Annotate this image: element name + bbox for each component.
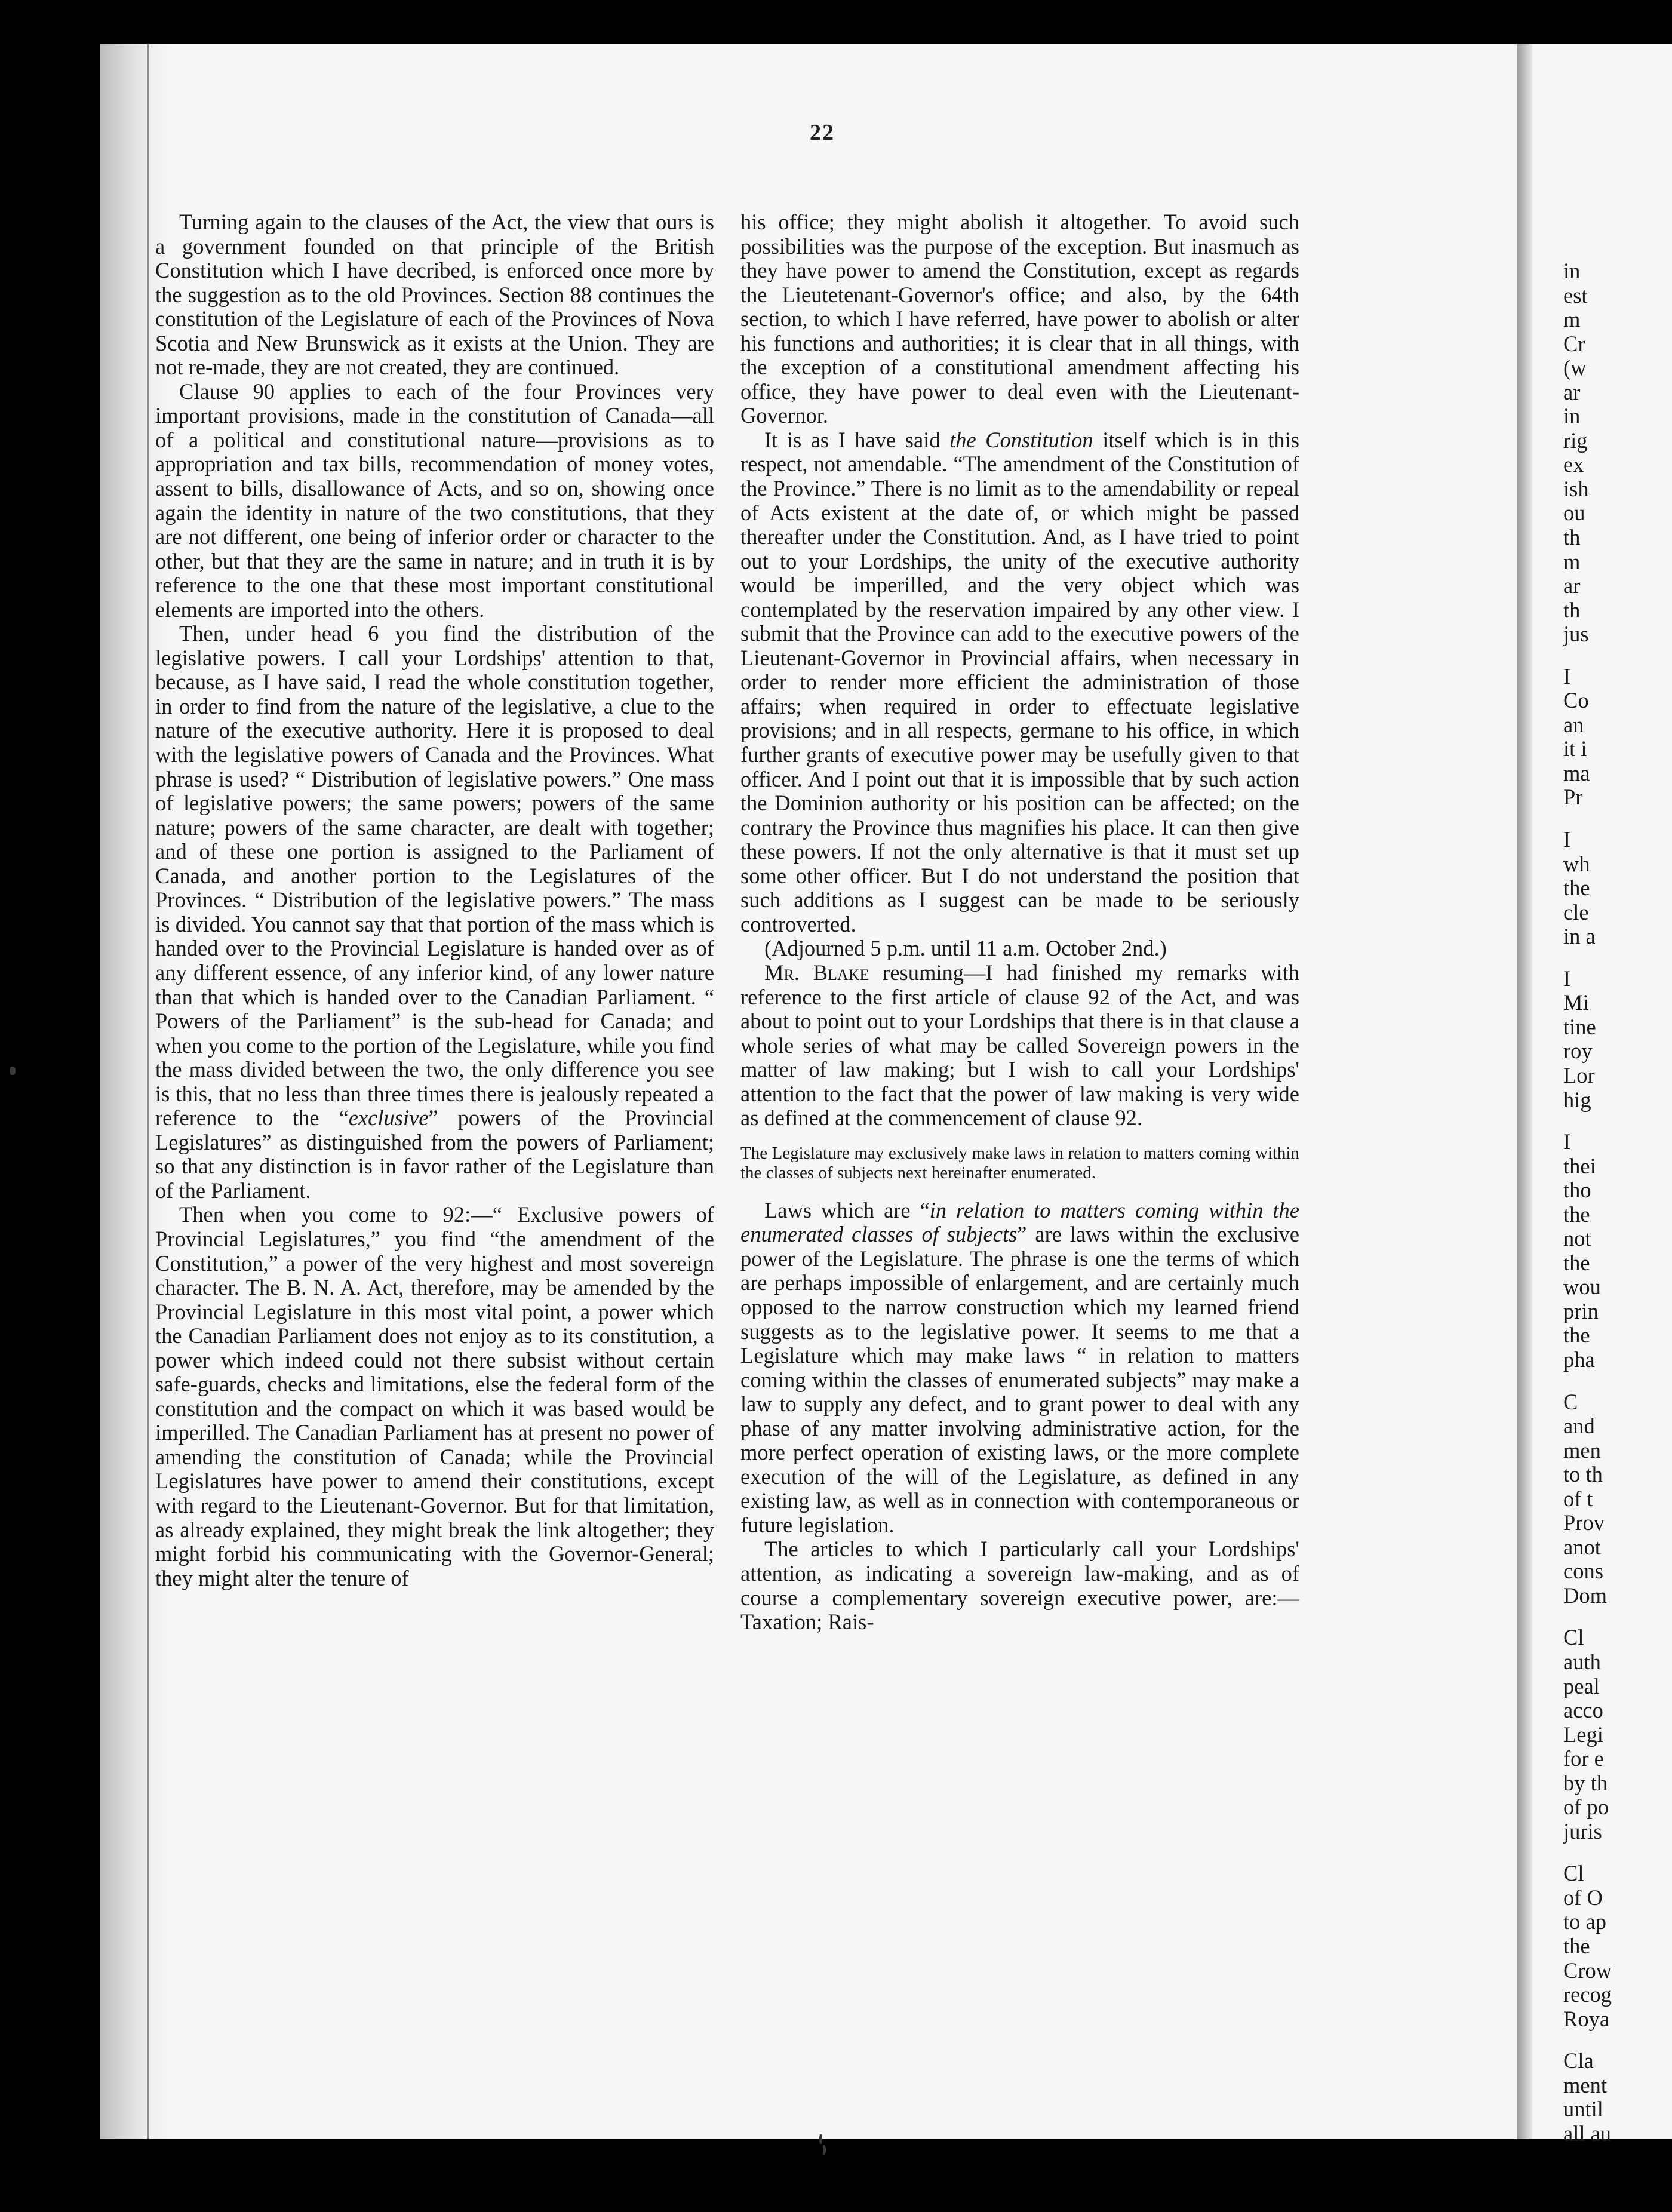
adjacent-page-line: rig bbox=[1563, 428, 1588, 453]
adjacent-page-line: prin bbox=[1563, 1298, 1599, 1323]
adjacent-page-line: ex bbox=[1563, 452, 1584, 477]
speaker-name: Mr. Blake bbox=[764, 960, 869, 985]
adjacent-page-line: Cla bbox=[1563, 2048, 1594, 2073]
adjacent-page-line: the bbox=[1563, 1250, 1590, 1275]
adjacent-page-line: cons bbox=[1563, 1559, 1603, 1584]
adjacent-page-line: Prov bbox=[1563, 1510, 1605, 1535]
text-run: It is as I have said bbox=[764, 427, 950, 452]
binding-edge bbox=[147, 44, 149, 2139]
adjacent-page-line: ish bbox=[1563, 476, 1589, 501]
adjacent-page-line: the bbox=[1563, 1202, 1590, 1227]
adjacent-page-line: to th bbox=[1563, 1462, 1603, 1487]
adjacent-page-line: and bbox=[1563, 1414, 1595, 1439]
adjacent-page-gap bbox=[1563, 1844, 1672, 1861]
adjacent-page-gap bbox=[1563, 1372, 1672, 1390]
adjournment-note: (Adjourned 5 p.m. until 11 a.m. October 2nd.) bbox=[764, 936, 1167, 961]
adjacent-page-line: the bbox=[1563, 875, 1590, 901]
adjacent-page-line: anot bbox=[1563, 1534, 1601, 1559]
adjacent-page-line: an bbox=[1563, 712, 1584, 737]
adjacent-page-line: pha bbox=[1563, 1347, 1595, 1372]
adjacent-page-line: peal bbox=[1563, 1673, 1600, 1698]
text-run: ” powers of the Provincial Legislatures” as distinguished from the powers of Parliament; so that any distinction is in favor rather of the Legislature than of the Parliament. bbox=[155, 1105, 714, 1203]
paragraph: Turning again to the clauses of the Act, the view that ours is a government founded on that principle of the British Constitution which I have decribed, is enforced once more by the suggestion as to the old Provinces. Section 88 continues the constitution of the Legislature of each of the Provinces of Nova Scotia and New Brunswick as it exists at the Union. They are not re-made, they are not created, they are continued. bbox=[155, 210, 714, 380]
adjacent-page-line: acco bbox=[1563, 1698, 1603, 1723]
text-run: resuming—I had finished my remarks with reference to the first article of clause 92 of the Act, and was about to point out to your Lordships that there is in that clause a whole series of what may be called Sovereign powers in the matter of law making; but I wish to call your Lordships' attention to the fact that the power of law making is very wide as defined at the commencement of clause 92. bbox=[740, 960, 1299, 1130]
adjacent-page-line: roy bbox=[1563, 1039, 1593, 1064]
adjacent-page-line: Cr bbox=[1563, 331, 1585, 356]
adjacent-page-line: th bbox=[1563, 525, 1581, 550]
paragraph bbox=[740, 961, 1299, 1130]
adjacent-page-line: for e bbox=[1563, 1746, 1604, 1771]
adjacent-page-line: of t bbox=[1563, 1486, 1593, 1511]
adjacent-page-line: C bbox=[1563, 1389, 1578, 1414]
paragraph bbox=[155, 622, 714, 1203]
adjacent-page-line: ar bbox=[1563, 379, 1581, 404]
adjacent-page-line: of po bbox=[1563, 1795, 1609, 1820]
adjacent-page-line: I bbox=[1563, 966, 1571, 991]
paragraph: Then when you come to 92:—“ Exclusive powers of Provincial Legislatures,” you find “the amendment of the Constitution,” a power of the very highest and most sovereign character. The B. N. A. Act, therefore, may be amended by the Provincial Legislature in this most vital point, a power which the Canadian Parliament does not enjoy as to its constitution, a power which indeed could not there subsist without certain safe-guards, checks and limitations, else the federal form of the constitution and the compact on which it was based would be imperilled. The Canadian Parliament has at present no power of amending the constitution of Canada; while the Provincial Legislatures have power to amend their constitutions, except with regard to the Lieutenant-Governor. But for that limitation, as already explained, they might break the link altogether; they might forbid his communicating with the Governor-General; they might alter the tenure of bbox=[155, 1202, 714, 1590]
adjacent-page-shadow bbox=[1517, 44, 1532, 2139]
adjacent-page-line: auth bbox=[1563, 1649, 1601, 1674]
adjacent-page-line: to ap bbox=[1563, 1909, 1606, 1934]
adjacent-page-gap bbox=[1563, 1112, 1672, 1130]
scan-speck bbox=[823, 2145, 826, 2155]
scan-speck bbox=[819, 2134, 822, 2144]
scan-speck bbox=[10, 1067, 16, 1075]
adjacent-page-text bbox=[1563, 259, 1672, 2146]
adjacent-page-line: tine bbox=[1563, 1014, 1596, 1039]
adjacent-page-gap bbox=[1563, 810, 1672, 828]
adjacent-page-line: cle bbox=[1563, 899, 1589, 924]
paragraph: Clause 90 applies to each of the four Provinces very important provisions, made in the constitution of Canada—all of a political and constitutional nature—provisions as to appropriation and tax bills, recommendation of money votes, assent to bills, disallowance of Acts, and so on, showing once again the identity in nature of the two constitutions, that they are not different, one being of inferior order or character to the other, but that they are the same in nature; and in truth it is by reference to the one that these most important constitutional elements are imported into the others. bbox=[155, 379, 714, 622]
adjacent-page-line: in bbox=[1563, 404, 1581, 429]
adjacent-page-line: est bbox=[1563, 282, 1588, 308]
text-run: itself which is in this respect, not amendable. “The amendment of the Constitution of the Province.” There is no limit as to the amendability or repeal of Acts existent at the date of, or which might be passed thereafter under the Constitution. And, as I have tried to point out to your Lordships, the unity of the executive authority would be imperilled, and the very object which was contemplated by the reservation impaired by any other view. I submit that the Province can add to the executive powers of the Lieutenant-Governor in Provincial affairs, when necessary in order to render more efficient the administration of those affairs; when required in order to effectuate legislative provisions; and in all respects, germane to his office, in which further grants of executive power may be usefully given to that officer. And I point out that it is impossible that by such action the Dominion authority or his position can be affected; on the contrary the Province thus magnifies his place. It can then give these powers. If not the only alternative is that it must set up some other officer. But I do not understand the position that such additions as I suggest can be made to be seriously controverted. bbox=[740, 427, 1299, 936]
adjacent-page-line: wou bbox=[1563, 1274, 1601, 1299]
adjacent-page-line: Co bbox=[1563, 688, 1589, 713]
block-quote: The Legislature may exclusively make laws in relation to matters coming within the classes of subjects next hereinafter enumerated. bbox=[740, 1143, 1299, 1182]
adjacent-page-line: juris bbox=[1563, 1818, 1602, 1844]
adjacent-page-line: by th bbox=[1563, 1770, 1608, 1795]
adjacent-page-line: until bbox=[1563, 2097, 1603, 2122]
italic-text: the Constitution bbox=[949, 427, 1093, 452]
adjacent-page-line: Dom bbox=[1563, 1583, 1607, 1608]
adjacent-page-line: Pr bbox=[1563, 785, 1583, 810]
adjacent-page-line: in a bbox=[1563, 924, 1596, 949]
adjacent-page-line: not bbox=[1563, 1226, 1591, 1251]
adjacent-page-line: ou bbox=[1563, 500, 1585, 526]
italic-text: in relation to matters coming within the enumerated classes of subjects bbox=[740, 1197, 1299, 1247]
text-run: ” are laws within the exclusive power of the Legislature. The phrase is one the terms of which are perhaps impossible of enlargement, and are certainly much opposed to the narrow construction which my learned friend suggests as to the legislative power. It seems to me that a Legislature which may make laws “ in relation to matters coming within the classes of enumerated subjects” may make a law to supply any defect, and to grant power to deal with any phase of any matter involving administrative action, for the more perfect operation of existing laws, or the more complete execution of the will of the Legislature, as defined in any existing law, as well as in connection with contemporaneous or future legislation. bbox=[740, 1222, 1299, 1537]
adjacent-page-line: I bbox=[1563, 663, 1571, 689]
adjacent-page-gap bbox=[1563, 647, 1672, 665]
adjacent-page-line: Roya bbox=[1563, 2006, 1610, 2031]
adjacent-page-line: tho bbox=[1563, 1178, 1591, 1203]
adjacent-page-line: Cl bbox=[1563, 1861, 1584, 1886]
text-run: Then, under head 6 you find the distribution of the legislative powers. I call your Lordships' attention to that, because, as I have said, I read the whole constitution together, in order to find from the nature of the legislative, a clue to the nature of the executive authority. Here it is proposed to deal with the legislative powers of Canada and the Provinces. What phrase is used? “ Distribution of legislative powers.” One mass of legislative powers; the same powers; powers of the same nature; powers of the same character, are dealt with together; and of these one portion is assigned to the Parliament of Canada, and another portion to the Legislatures of the Provinces. “ Distribution of the legislative powers.” The mass is divided. You cannot say that that portion of the mass which is handed over to the Provincial Legislature is handed over as of any different essence, of any inferior kind, of any lower nature than that which is handed over to the Canadian Parliament. “ Powers of the Parliament” is the sub-head for Canada; and when you come to the portion of the Legislature, while you find the mass divided between the two, the only difference you see is this, that no less than three times there is jealously repeated a reference to the “ bbox=[155, 621, 714, 1130]
adjacent-page-line: Mi bbox=[1563, 990, 1589, 1015]
adjacent-page-line: it i bbox=[1563, 736, 1587, 761]
adjacent-page-fragment bbox=[1517, 44, 1672, 2146]
italic-text: exclusive bbox=[348, 1105, 429, 1130]
adjacent-page-line: Crow bbox=[1563, 1958, 1612, 1983]
adjacent-page-line: wh bbox=[1563, 851, 1590, 876]
adjacent-page-line: m bbox=[1563, 307, 1581, 332]
adjacent-page-line: (w bbox=[1563, 355, 1587, 380]
paragraph: The articles to which I particularly call your Lordships' attention, as indicating a sovereign law-making, and as of course a complementary sovereign executive power, are:—Taxation; Rais- bbox=[740, 1537, 1299, 1635]
adjacent-page-line: Lor bbox=[1563, 1062, 1595, 1087]
adjacent-page-gap bbox=[1563, 2031, 1672, 2049]
adjacent-page-line: ment bbox=[1563, 2072, 1607, 2097]
adjacent-page-line: the bbox=[1563, 1934, 1590, 1958]
adjacent-page-line: m bbox=[1563, 549, 1581, 574]
adjacent-page-line: jus bbox=[1563, 622, 1589, 647]
text-run: Laws which are “ bbox=[764, 1197, 930, 1222]
paragraph bbox=[740, 1199, 1299, 1538]
adjacent-page-line: hig bbox=[1563, 1087, 1591, 1112]
adjacent-page-line: of O bbox=[1563, 1885, 1603, 1910]
adjacent-page-line: I bbox=[1563, 827, 1571, 852]
paragraph: his office; they might abolish it altogether. To avoid such possibilities was the purpose of the exception. But inasmuch as they have power to amend the Constitution, except as regards the Lieutetenant-Governor's office; and also, by the 64th section, to which I have referred, have power to abolish or alter his functions and authorities; it is clear that in all things, with the exception of a constitutional amendment affecting his office, they have power to deal even with the Lieutenant-Governor. bbox=[740, 210, 1299, 428]
adjacent-page-line: Cl bbox=[1563, 1625, 1584, 1650]
left-text-column bbox=[155, 210, 714, 1590]
adjacent-page-line: recog bbox=[1563, 1982, 1612, 2007]
adjacent-page-line: th bbox=[1563, 597, 1581, 622]
adjacent-page-line: all au bbox=[1563, 2121, 1612, 2146]
adjacent-page-gap bbox=[1563, 949, 1672, 967]
adjacent-page-line: Legi bbox=[1563, 1722, 1603, 1747]
adjacent-page-line: ar bbox=[1563, 573, 1581, 598]
adjacent-page-line: the bbox=[1563, 1323, 1590, 1348]
adjacent-page-line: in bbox=[1563, 259, 1581, 283]
adjacent-page-line: ma bbox=[1563, 760, 1590, 785]
paragraph bbox=[740, 428, 1299, 936]
page-number: 22 bbox=[810, 120, 835, 145]
adjacent-page-gap bbox=[1563, 1608, 1672, 1626]
adjacent-page-line: I bbox=[1563, 1129, 1571, 1154]
adjacent-page-line: men bbox=[1563, 1437, 1601, 1463]
adjacent-page-line: thei bbox=[1563, 1153, 1596, 1178]
middle-text-column bbox=[740, 210, 1299, 1635]
